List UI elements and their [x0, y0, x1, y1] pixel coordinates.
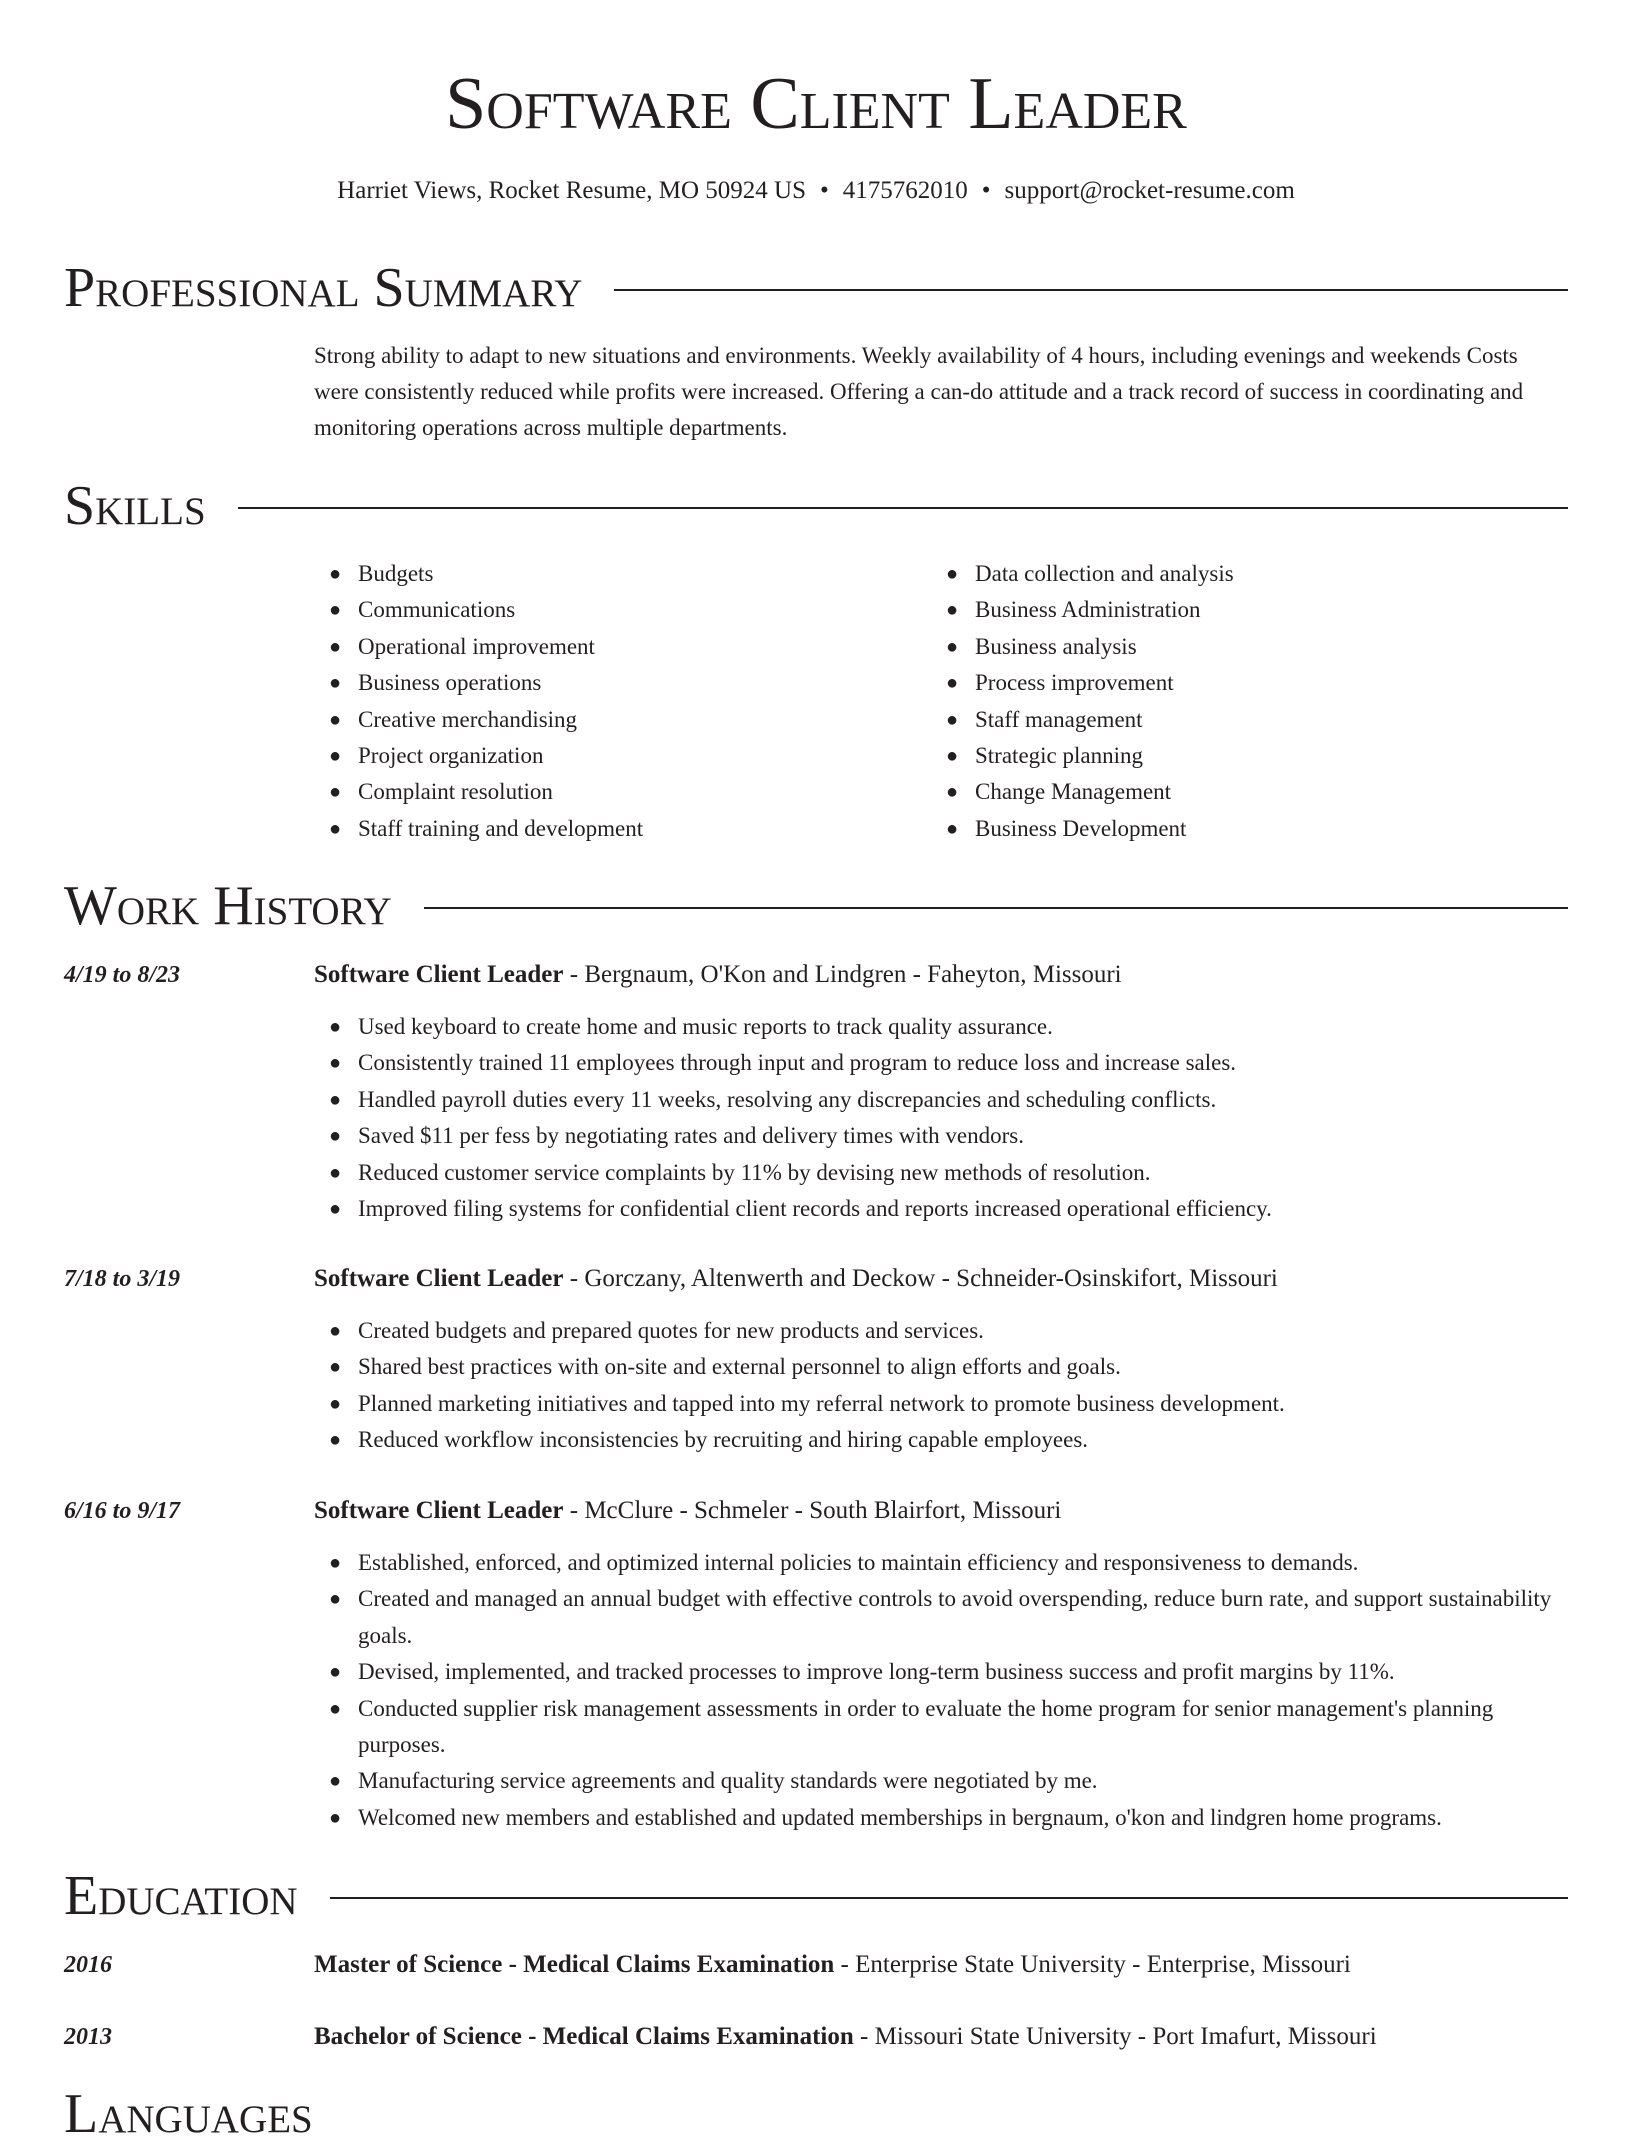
bullet-dot: ●: [329, 817, 342, 840]
job-heading: [314, 957, 1568, 993]
education-section-header: [64, 1866, 1568, 1926]
work-section-header: [64, 876, 1568, 936]
bullet-dot: ●: [329, 1429, 342, 1452]
job-heading: [314, 1493, 1568, 1529]
bullet-dot: ●: [329, 1661, 342, 1684]
skill-item: ● Data collection and analysis: [931, 556, 1511, 592]
bullet-dot: ●: [946, 781, 959, 804]
bullet-dot: ●: [329, 1356, 342, 1379]
job-bullet: ● Consistently trained 11 employees through input and program to reduce loss and increase sales.: [314, 1045, 1568, 1081]
job-bullet: ● Planned marketing initiatives and tapped into my referral network to promote business development.: [314, 1386, 1568, 1422]
bullet-dot: ●: [946, 817, 959, 840]
job-bullet: ● Welcomed new members and established and updated memberships in bergnaum, o'kon and lindgren home programs.: [314, 1800, 1568, 1836]
bullet-dot: ●: [329, 563, 342, 585]
bullet-dot: ●: [946, 708, 959, 731]
degree: Master of Science - Medical Claims Examination: [314, 1951, 835, 1978]
job-bullet: ● Manufacturing service agreements and quality standards were negotiated by me.: [314, 1763, 1568, 1799]
languages-title: Languages: [64, 2083, 313, 2145]
education-title: Education: [64, 1865, 298, 1927]
bullet-dot: ●: [946, 635, 959, 658]
bullet-dot: ●: [329, 1392, 342, 1415]
bullet-dot: ●: [329, 1588, 342, 1611]
job-employer: - Gorczany, Altenwerth and Deckow - Schneider-Osinskifort, Missouri: [563, 1265, 1278, 1292]
bullet-dot: ●: [329, 1806, 342, 1829]
bullet-dot: ●: [329, 1161, 342, 1184]
email-address: support@rocket-resume.com: [1004, 177, 1295, 204]
bullet-dot: ●: [329, 599, 342, 622]
candidate-name: Software Client Leader: [445, 63, 1187, 145]
skills-list-left: [314, 556, 894, 847]
summary-section-header: [64, 258, 1568, 318]
education-year: 2013: [64, 2024, 112, 2050]
skill-item: ● Business Administration: [931, 592, 1511, 628]
bullet-dot: ●: [329, 672, 342, 695]
bullet-dot: ●: [329, 1052, 342, 1075]
education-year: 2016: [64, 1952, 112, 1978]
job-dates: 7/18 to 3/19: [64, 1266, 181, 1292]
job-bullet: ● Saved $11 per fess by negotiating rates and delivery times with vendors.: [314, 1118, 1568, 1154]
job-bullet: ● Created budgets and prepared quotes for new products and services.: [314, 1313, 1568, 1349]
bullet-dot: ●: [329, 1125, 342, 1148]
skills-list-right: [931, 556, 1511, 847]
job-bullet: ● Used keyboard to create home and music reports to track quality assurance.: [314, 1009, 1568, 1045]
job-dates: 6/16 to 9/17: [64, 1498, 181, 1524]
skill-item: ● Complaint resolution: [314, 774, 894, 810]
bullet-dot: ●: [329, 781, 342, 804]
phone-number: 4175762010: [842, 177, 968, 204]
bullet-dot: ●: [329, 635, 342, 658]
skill-item: ● Communications: [314, 592, 894, 628]
job-bullet: ● Devised, implemented, and tracked processes to improve long-term business success and profit margins by 11%.: [314, 1654, 1568, 1690]
separator-dot: •: [981, 177, 991, 204]
bullet-dot: ●: [329, 1198, 342, 1221]
skill-item: ● Staff training and development: [314, 811, 894, 847]
work-title: Work History: [64, 875, 392, 937]
job-bullet: ● Conducted supplier risk management assessments in order to evaluate the home program for senior management's planning purposes.: [314, 1691, 1568, 1764]
summary-text: Strong ability to adapt to new situations and environments. Weekly availability of 4 hours, including evenings and weekends Costs were consistently reduced while profits were increased. Offering a can-do attitude and a track record of success in coordinating and monitoring operations across multiple departments.: [314, 343, 1524, 440]
summary-title: Professional Summary: [64, 257, 583, 319]
job-bullet: ● Improved filing systems for confidential client records and reports increased operational efficiency.: [314, 1191, 1568, 1227]
languages-section-header: [64, 2084, 1568, 2144]
skill-item: ● Project organization: [314, 738, 894, 774]
education-entry: [314, 1947, 1568, 1983]
skill-item: ● Business analysis: [931, 629, 1511, 665]
job-heading: [314, 1261, 1568, 1297]
job-bullets: [314, 1545, 1568, 1836]
bullet-dot: ●: [946, 745, 959, 768]
section-divider: [614, 289, 1568, 291]
degree: Bachelor of Science - Medical Claims Examination: [314, 2023, 854, 2050]
bullet-dot: ●: [946, 599, 959, 622]
skill-item: ● Strategic planning: [931, 738, 1511, 774]
section-divider: [424, 907, 1568, 909]
skill-item: ● Business operations: [314, 665, 894, 701]
bullet-dot: ●: [329, 1088, 342, 1111]
job-bullet: ● Handled payroll duties every 11 weeks, resolving any discrepancies and scheduling conflicts.: [314, 1082, 1568, 1118]
bullet-dot: ●: [329, 708, 342, 731]
section-divider: [238, 507, 1568, 509]
contact-line: [0, 173, 1632, 209]
school: - Missouri State University - Port Imafurt, Missouri: [853, 2023, 1377, 2050]
job-role: Software Client Leader: [314, 1497, 564, 1524]
job-bullet: ● Shared best practices with on-site and external personnel to align efforts and goals.: [314, 1349, 1568, 1385]
bullet-dot: ●: [946, 672, 959, 695]
job-bullet: ● Established, enforced, and optimized internal policies to maintain efficiency and responsiveness to demands.: [314, 1545, 1568, 1581]
job-role: Software Client Leader: [314, 961, 564, 988]
job-dates: 4/19 to 8/23: [64, 962, 181, 988]
job-employer: - Bergnaum, O'Kon and Lindgren - Faheyton, Missouri: [563, 961, 1122, 988]
skill-item: ● Creative merchandising: [314, 702, 894, 738]
bullet-dot: ●: [329, 745, 342, 768]
skills-left-column: [314, 556, 894, 847]
skill-item: ● Budgets: [314, 556, 894, 592]
skills-title: Skills: [64, 475, 206, 537]
address: Harriet Views, Rocket Resume, MO 50924 US: [337, 177, 806, 204]
job-employer: - McClure - Schmeler - South Blairfort, Missouri: [563, 1497, 1062, 1524]
job-bullet: ● Created and managed an annual budget with effective controls to avoid overspending, reduce burn rate, and support sustainability goals.: [314, 1581, 1568, 1654]
separator-dot: •: [819, 177, 829, 204]
job-bullets: [314, 1009, 1568, 1227]
job-bullet: ● Reduced workflow inconsistencies by recruiting and hiring capable employees.: [314, 1422, 1568, 1458]
school: - Enterprise State University - Enterprise, Missouri: [834, 1951, 1351, 1978]
job-bullets: [314, 1313, 1568, 1459]
education-entry: [314, 2019, 1568, 2055]
bullet-dot: ●: [946, 563, 959, 585]
skills-section-header: [64, 476, 1568, 536]
section-divider: [330, 1897, 1568, 1899]
skill-item: ● Process improvement: [931, 665, 1511, 701]
skill-item: ● Business Development: [931, 811, 1511, 847]
skill-item: ● Staff management: [931, 702, 1511, 738]
bullet-dot: ●: [329, 1016, 342, 1038]
skill-item: ● Operational improvement: [314, 629, 894, 665]
job-role: Software Client Leader: [314, 1265, 564, 1292]
bullet-dot: ●: [329, 1320, 342, 1342]
bullet-dot: ●: [329, 1552, 342, 1574]
skill-item: ● Change Management: [931, 774, 1511, 810]
bullet-dot: ●: [329, 1697, 342, 1720]
job-bullet: ● Reduced customer service complaints by 11% by devising new methods of resolution.: [314, 1155, 1568, 1191]
skills-right-column: [931, 556, 1511, 847]
bullet-dot: ●: [329, 1770, 342, 1793]
